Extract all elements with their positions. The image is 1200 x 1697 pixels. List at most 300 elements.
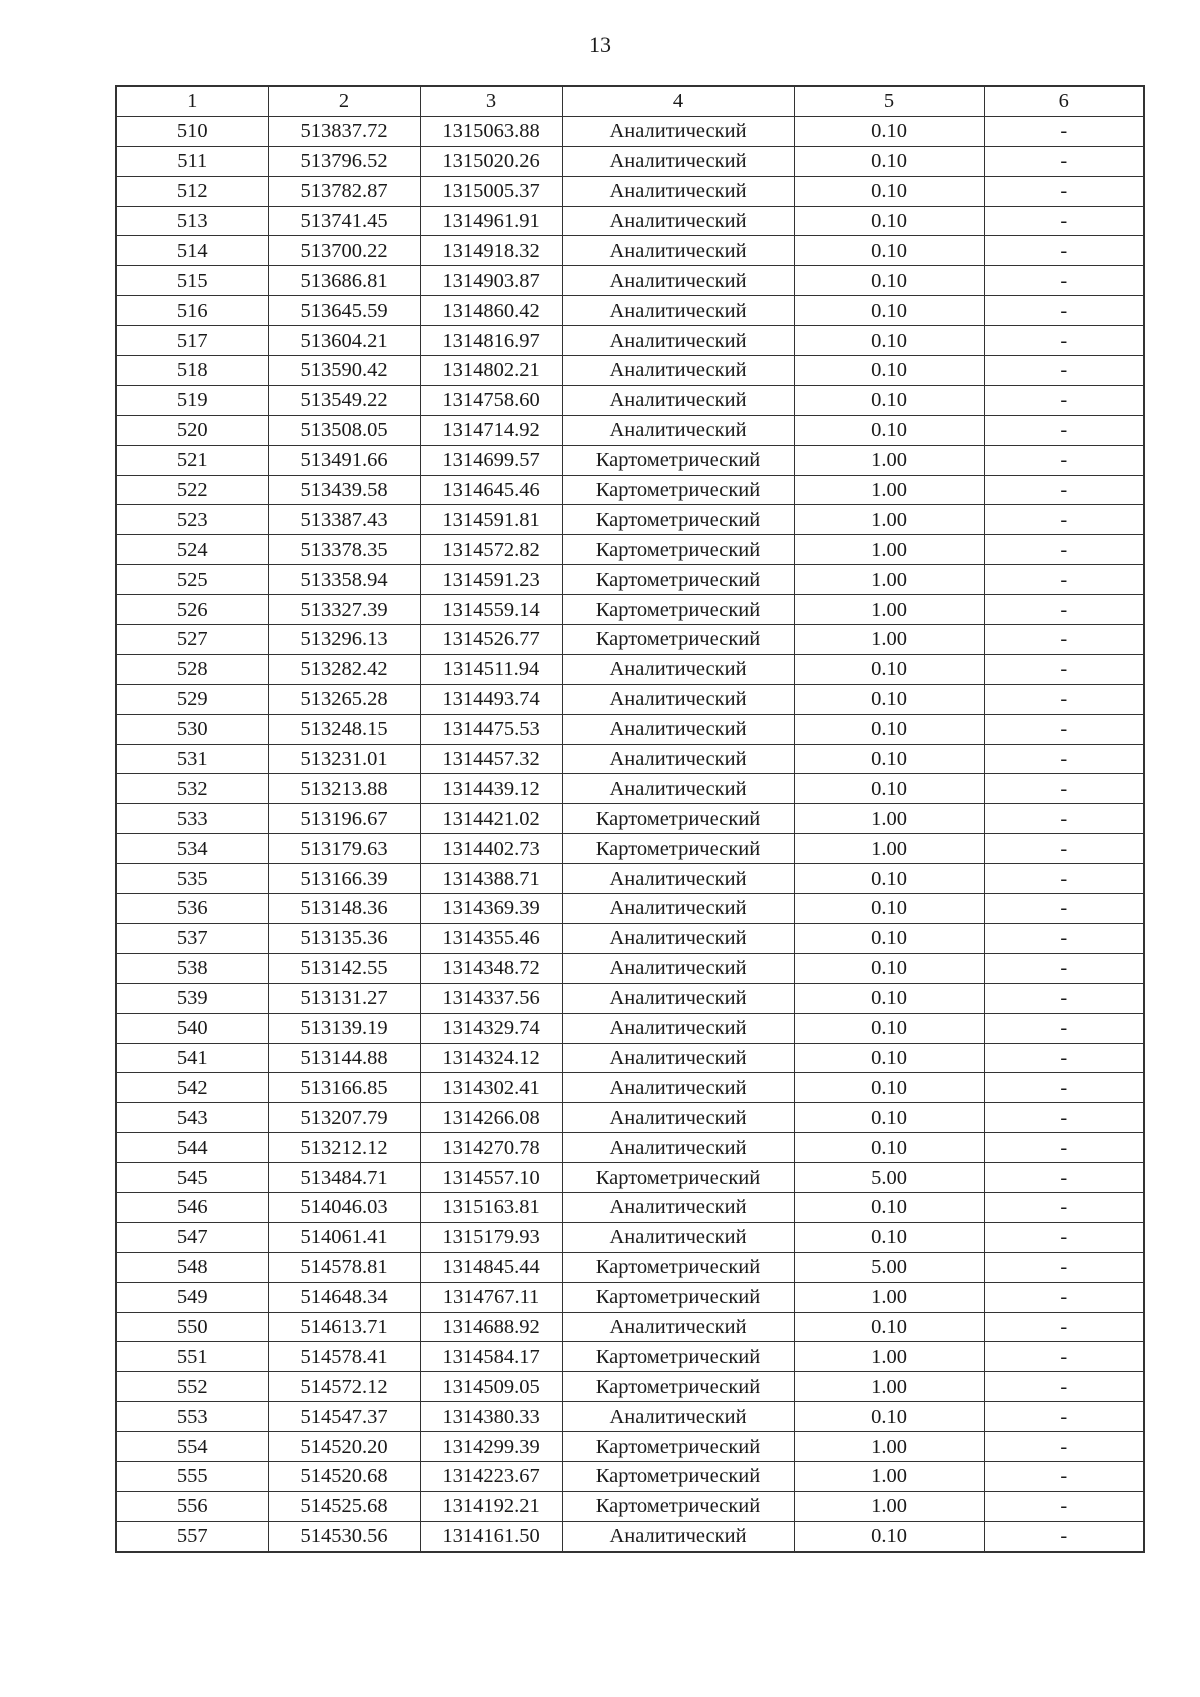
accuracy-cell: 1.00 xyxy=(794,1342,984,1372)
accuracy-cell: 0.10 xyxy=(794,714,984,744)
point-number-cell: 531 xyxy=(116,744,268,774)
y-coordinate-cell: 1314161.50 xyxy=(420,1521,562,1551)
note-cell: - xyxy=(984,296,1144,326)
column-header-4: 4 xyxy=(562,86,794,116)
note-cell: - xyxy=(984,983,1144,1013)
method-cell: Аналитический xyxy=(562,356,794,386)
x-coordinate-cell: 513686.81 xyxy=(268,266,420,296)
point-number-cell: 539 xyxy=(116,983,268,1013)
point-number-cell: 528 xyxy=(116,654,268,684)
table-row xyxy=(116,1372,1144,1402)
note-cell: - xyxy=(984,834,1144,864)
point-number-cell: 526 xyxy=(116,595,268,625)
point-number-cell: 540 xyxy=(116,1013,268,1043)
x-coordinate-cell: 514578.81 xyxy=(268,1252,420,1282)
accuracy-cell: 1.00 xyxy=(794,1432,984,1462)
method-cell: Аналитический xyxy=(562,385,794,415)
method-cell: Аналитический xyxy=(562,1073,794,1103)
accuracy-cell: 0.10 xyxy=(794,654,984,684)
method-cell: Картометрический xyxy=(562,1252,794,1282)
x-coordinate-cell: 513645.59 xyxy=(268,296,420,326)
x-coordinate-cell: 513248.15 xyxy=(268,714,420,744)
table-row xyxy=(116,684,1144,714)
method-cell: Картометрический xyxy=(562,1432,794,1462)
note-cell: - xyxy=(984,804,1144,834)
point-number-cell: 522 xyxy=(116,475,268,505)
note-cell: - xyxy=(984,1163,1144,1193)
accuracy-cell: 0.10 xyxy=(794,415,984,445)
accuracy-cell: 1.00 xyxy=(794,804,984,834)
y-coordinate-cell: 1315179.93 xyxy=(420,1222,562,1252)
point-number-cell: 518 xyxy=(116,356,268,386)
note-cell: - xyxy=(984,206,1144,236)
y-coordinate-cell: 1314584.17 xyxy=(420,1342,562,1372)
x-coordinate-cell: 513549.22 xyxy=(268,385,420,415)
x-coordinate-cell: 513142.55 xyxy=(268,953,420,983)
table-row xyxy=(116,1163,1144,1193)
method-cell: Аналитический xyxy=(562,326,794,356)
point-number-cell: 514 xyxy=(116,236,268,266)
x-coordinate-cell: 513148.36 xyxy=(268,894,420,924)
table-row xyxy=(116,385,1144,415)
accuracy-cell: 5.00 xyxy=(794,1163,984,1193)
accuracy-cell: 0.10 xyxy=(794,146,984,176)
accuracy-cell: 0.10 xyxy=(794,923,984,953)
x-coordinate-cell: 513213.88 xyxy=(268,774,420,804)
accuracy-cell: 1.00 xyxy=(794,625,984,655)
y-coordinate-cell: 1314758.60 xyxy=(420,385,562,415)
accuracy-cell: 0.10 xyxy=(794,684,984,714)
x-coordinate-cell: 513231.01 xyxy=(268,744,420,774)
method-cell: Аналитический xyxy=(562,1192,794,1222)
x-coordinate-cell: 514046.03 xyxy=(268,1192,420,1222)
y-coordinate-cell: 1315005.37 xyxy=(420,176,562,206)
column-header-5: 5 xyxy=(794,86,984,116)
y-coordinate-cell: 1314493.74 xyxy=(420,684,562,714)
page-number: 13 xyxy=(589,32,611,57)
method-cell: Аналитический xyxy=(562,116,794,146)
note-cell: - xyxy=(984,266,1144,296)
method-cell: Аналитический xyxy=(562,1521,794,1551)
method-cell: Аналитический xyxy=(562,1133,794,1163)
note-cell: - xyxy=(984,415,1144,445)
table-row xyxy=(116,864,1144,894)
point-number-cell: 548 xyxy=(116,1252,268,1282)
x-coordinate-cell: 513782.87 xyxy=(268,176,420,206)
point-number-cell: 538 xyxy=(116,953,268,983)
method-cell: Картометрический xyxy=(562,1491,794,1521)
y-coordinate-cell: 1314511.94 xyxy=(420,654,562,684)
method-cell: Картометрический xyxy=(562,804,794,834)
accuracy-cell: 0.10 xyxy=(794,1521,984,1551)
y-coordinate-cell: 1315163.81 xyxy=(420,1192,562,1222)
note-cell: - xyxy=(984,505,1144,535)
x-coordinate-cell: 513604.21 xyxy=(268,326,420,356)
accuracy-cell: 1.00 xyxy=(794,535,984,565)
accuracy-cell: 0.10 xyxy=(794,266,984,296)
y-coordinate-cell: 1314961.91 xyxy=(420,206,562,236)
y-coordinate-cell: 1314845.44 xyxy=(420,1252,562,1282)
note-cell: - xyxy=(984,654,1144,684)
method-cell: Картометрический xyxy=(562,1282,794,1312)
note-cell: - xyxy=(984,595,1144,625)
y-coordinate-cell: 1314860.42 xyxy=(420,296,562,326)
accuracy-cell: 5.00 xyxy=(794,1252,984,1282)
y-coordinate-cell: 1315020.26 xyxy=(420,146,562,176)
note-cell: - xyxy=(984,475,1144,505)
x-coordinate-cell: 513796.52 xyxy=(268,146,420,176)
table-row xyxy=(116,356,1144,386)
note-cell: - xyxy=(984,744,1144,774)
note-cell: - xyxy=(984,684,1144,714)
point-number-cell: 556 xyxy=(116,1491,268,1521)
y-coordinate-cell: 1314918.32 xyxy=(420,236,562,266)
table-row xyxy=(116,236,1144,266)
point-number-cell: 544 xyxy=(116,1133,268,1163)
table-row xyxy=(116,1192,1144,1222)
method-cell: Аналитический xyxy=(562,1222,794,1252)
point-number-cell: 533 xyxy=(116,804,268,834)
accuracy-cell: 1.00 xyxy=(794,1491,984,1521)
table-row xyxy=(116,296,1144,326)
x-coordinate-cell: 513207.79 xyxy=(268,1103,420,1133)
method-cell: Аналитический xyxy=(562,236,794,266)
y-coordinate-cell: 1314767.11 xyxy=(420,1282,562,1312)
x-coordinate-cell: 514525.68 xyxy=(268,1491,420,1521)
table-row xyxy=(116,1461,1144,1491)
point-number-cell: 543 xyxy=(116,1103,268,1133)
accuracy-cell: 1.00 xyxy=(794,475,984,505)
table-row xyxy=(116,595,1144,625)
note-cell: - xyxy=(984,1432,1144,1462)
y-coordinate-cell: 1314557.10 xyxy=(420,1163,562,1193)
y-coordinate-cell: 1314337.56 xyxy=(420,983,562,1013)
y-coordinate-cell: 1315063.88 xyxy=(420,116,562,146)
table-row xyxy=(116,505,1144,535)
y-coordinate-cell: 1314714.92 xyxy=(420,415,562,445)
accuracy-cell: 0.10 xyxy=(794,1103,984,1133)
method-cell: Аналитический xyxy=(562,714,794,744)
note-cell: - xyxy=(984,445,1144,475)
y-coordinate-cell: 1314270.78 xyxy=(420,1133,562,1163)
method-cell: Аналитический xyxy=(562,894,794,924)
method-cell: Аналитический xyxy=(562,206,794,236)
x-coordinate-cell: 513282.42 xyxy=(268,654,420,684)
y-coordinate-cell: 1314509.05 xyxy=(420,1372,562,1402)
point-number-cell: 523 xyxy=(116,505,268,535)
x-coordinate-cell: 513144.88 xyxy=(268,1043,420,1073)
y-coordinate-cell: 1314802.21 xyxy=(420,356,562,386)
method-cell: Картометрический xyxy=(562,535,794,565)
x-coordinate-cell: 513700.22 xyxy=(268,236,420,266)
note-cell: - xyxy=(984,535,1144,565)
table-row xyxy=(116,1252,1144,1282)
x-coordinate-cell: 513508.05 xyxy=(268,415,420,445)
point-number-cell: 549 xyxy=(116,1282,268,1312)
y-coordinate-cell: 1314380.33 xyxy=(420,1402,562,1432)
x-coordinate-cell: 513378.35 xyxy=(268,535,420,565)
accuracy-cell: 0.10 xyxy=(794,296,984,326)
point-number-cell: 524 xyxy=(116,535,268,565)
note-cell: - xyxy=(984,923,1144,953)
note-cell: - xyxy=(984,1073,1144,1103)
y-coordinate-cell: 1314688.92 xyxy=(420,1312,562,1342)
note-cell: - xyxy=(984,953,1144,983)
accuracy-cell: 1.00 xyxy=(794,595,984,625)
point-number-cell: 542 xyxy=(116,1073,268,1103)
accuracy-cell: 0.10 xyxy=(794,385,984,415)
note-cell: - xyxy=(984,864,1144,894)
point-number-cell: 537 xyxy=(116,923,268,953)
point-number-cell: 515 xyxy=(116,266,268,296)
table-row xyxy=(116,1521,1144,1551)
point-number-cell: 552 xyxy=(116,1372,268,1402)
point-number-cell: 535 xyxy=(116,864,268,894)
y-coordinate-cell: 1314699.57 xyxy=(420,445,562,475)
table-row xyxy=(116,625,1144,655)
point-number-cell: 555 xyxy=(116,1461,268,1491)
point-number-cell: 529 xyxy=(116,684,268,714)
table-row xyxy=(116,1402,1144,1432)
table-row xyxy=(116,1103,1144,1133)
point-number-cell: 527 xyxy=(116,625,268,655)
y-coordinate-cell: 1314355.46 xyxy=(420,923,562,953)
table-row xyxy=(116,176,1144,206)
x-coordinate-cell: 514648.34 xyxy=(268,1282,420,1312)
accuracy-cell: 0.10 xyxy=(794,894,984,924)
table-row xyxy=(116,266,1144,296)
table-row xyxy=(116,1073,1144,1103)
table-row xyxy=(116,1222,1144,1252)
table-row xyxy=(116,1312,1144,1342)
accuracy-cell: 0.10 xyxy=(794,326,984,356)
column-header-1: 1 xyxy=(116,86,268,116)
point-number-cell: 517 xyxy=(116,326,268,356)
note-cell: - xyxy=(984,625,1144,655)
note-cell: - xyxy=(984,1133,1144,1163)
method-cell: Аналитический xyxy=(562,1402,794,1432)
x-coordinate-cell: 513296.13 xyxy=(268,625,420,655)
x-coordinate-cell: 513741.45 xyxy=(268,206,420,236)
y-coordinate-cell: 1314324.12 xyxy=(420,1043,562,1073)
point-number-cell: 545 xyxy=(116,1163,268,1193)
y-coordinate-cell: 1314402.73 xyxy=(420,834,562,864)
x-coordinate-cell: 513166.85 xyxy=(268,1073,420,1103)
y-coordinate-cell: 1314816.97 xyxy=(420,326,562,356)
point-number-cell: 551 xyxy=(116,1342,268,1372)
note-cell: - xyxy=(984,1222,1144,1252)
table-row xyxy=(116,1432,1144,1462)
y-coordinate-cell: 1314903.87 xyxy=(420,266,562,296)
table-header xyxy=(116,86,1144,116)
y-coordinate-cell: 1314439.12 xyxy=(420,774,562,804)
y-coordinate-cell: 1314591.81 xyxy=(420,505,562,535)
y-coordinate-cell: 1314388.71 xyxy=(420,864,562,894)
accuracy-cell: 0.10 xyxy=(794,206,984,236)
table-row xyxy=(116,445,1144,475)
table-row xyxy=(116,1342,1144,1372)
note-cell: - xyxy=(984,1043,1144,1073)
note-cell: - xyxy=(984,1103,1144,1133)
x-coordinate-cell: 513179.63 xyxy=(268,834,420,864)
x-coordinate-cell: 513327.39 xyxy=(268,595,420,625)
method-cell: Аналитический xyxy=(562,953,794,983)
point-number-cell: 513 xyxy=(116,206,268,236)
point-number-cell: 546 xyxy=(116,1192,268,1222)
note-cell: - xyxy=(984,1372,1144,1402)
y-coordinate-cell: 1314369.39 xyxy=(420,894,562,924)
note-cell: - xyxy=(984,176,1144,206)
note-cell: - xyxy=(984,894,1144,924)
note-cell: - xyxy=(984,1342,1144,1372)
note-cell: - xyxy=(984,356,1144,386)
accuracy-cell: 0.10 xyxy=(794,1133,984,1163)
method-cell: Картометрический xyxy=(562,595,794,625)
table-row xyxy=(116,983,1144,1013)
x-coordinate-cell: 513358.94 xyxy=(268,565,420,595)
x-coordinate-cell: 513491.66 xyxy=(268,445,420,475)
x-coordinate-cell: 514613.71 xyxy=(268,1312,420,1342)
point-number-cell: 532 xyxy=(116,774,268,804)
method-cell: Аналитический xyxy=(562,923,794,953)
note-cell: - xyxy=(984,236,1144,266)
note-cell: - xyxy=(984,326,1144,356)
table-row xyxy=(116,953,1144,983)
x-coordinate-cell: 513484.71 xyxy=(268,1163,420,1193)
note-cell: - xyxy=(984,385,1144,415)
accuracy-cell: 0.10 xyxy=(794,774,984,804)
x-coordinate-cell: 514061.41 xyxy=(268,1222,420,1252)
note-cell: - xyxy=(984,1402,1144,1432)
accuracy-cell: 0.10 xyxy=(794,1192,984,1222)
point-number-cell: 541 xyxy=(116,1043,268,1073)
method-cell: Картометрический xyxy=(562,1461,794,1491)
table-row xyxy=(116,744,1144,774)
y-coordinate-cell: 1314299.39 xyxy=(420,1432,562,1462)
x-coordinate-cell: 514530.56 xyxy=(268,1521,420,1551)
accuracy-cell: 1.00 xyxy=(794,565,984,595)
x-coordinate-cell: 513166.39 xyxy=(268,864,420,894)
note-cell: - xyxy=(984,1282,1144,1312)
method-cell: Аналитический xyxy=(562,684,794,714)
point-number-cell: 536 xyxy=(116,894,268,924)
note-cell: - xyxy=(984,774,1144,804)
accuracy-cell: 0.10 xyxy=(794,1312,984,1342)
accuracy-cell: 0.10 xyxy=(794,744,984,774)
table-row xyxy=(116,146,1144,176)
accuracy-cell: 1.00 xyxy=(794,1461,984,1491)
table-row xyxy=(116,654,1144,684)
point-number-cell: 516 xyxy=(116,296,268,326)
point-number-cell: 530 xyxy=(116,714,268,744)
note-cell: - xyxy=(984,116,1144,146)
column-header-6: 6 xyxy=(984,86,1144,116)
method-cell: Аналитический xyxy=(562,1013,794,1043)
coordinates-table xyxy=(115,85,1145,1553)
table-row xyxy=(116,565,1144,595)
table-row xyxy=(116,535,1144,565)
method-cell: Аналитический xyxy=(562,774,794,804)
table-row xyxy=(116,714,1144,744)
y-coordinate-cell: 1314559.14 xyxy=(420,595,562,625)
table-row xyxy=(116,1043,1144,1073)
method-cell: Аналитический xyxy=(562,296,794,326)
method-cell: Картометрический xyxy=(562,475,794,505)
point-number-cell: 534 xyxy=(116,834,268,864)
method-cell: Аналитический xyxy=(562,266,794,296)
column-header-3: 3 xyxy=(420,86,562,116)
x-coordinate-cell: 514572.12 xyxy=(268,1372,420,1402)
table-row xyxy=(116,774,1144,804)
point-number-cell: 510 xyxy=(116,116,268,146)
accuracy-cell: 0.10 xyxy=(794,236,984,266)
method-cell: Картометрический xyxy=(562,445,794,475)
method-cell: Картометрический xyxy=(562,1342,794,1372)
column-header-2: 2 xyxy=(268,86,420,116)
accuracy-cell: 0.10 xyxy=(794,1013,984,1043)
accuracy-cell: 0.10 xyxy=(794,1043,984,1073)
method-cell: Аналитический xyxy=(562,744,794,774)
table-row xyxy=(116,1282,1144,1312)
accuracy-cell: 0.10 xyxy=(794,983,984,1013)
accuracy-cell: 0.10 xyxy=(794,116,984,146)
x-coordinate-cell: 514578.41 xyxy=(268,1342,420,1372)
table-row xyxy=(116,804,1144,834)
table-row xyxy=(116,475,1144,505)
point-number-cell: 547 xyxy=(116,1222,268,1252)
accuracy-cell: 0.10 xyxy=(794,953,984,983)
point-number-cell: 554 xyxy=(116,1432,268,1462)
accuracy-cell: 0.10 xyxy=(794,356,984,386)
x-coordinate-cell: 513212.12 xyxy=(268,1133,420,1163)
note-cell: - xyxy=(984,1521,1144,1551)
y-coordinate-cell: 1314526.77 xyxy=(420,625,562,655)
y-coordinate-cell: 1314645.46 xyxy=(420,475,562,505)
table-row xyxy=(116,415,1144,445)
y-coordinate-cell: 1314421.02 xyxy=(420,804,562,834)
method-cell: Картометрический xyxy=(562,505,794,535)
x-coordinate-cell: 514520.20 xyxy=(268,1432,420,1462)
method-cell: Картометрический xyxy=(562,565,794,595)
y-coordinate-cell: 1314329.74 xyxy=(420,1013,562,1043)
point-number-cell: 512 xyxy=(116,176,268,206)
accuracy-cell: 0.10 xyxy=(794,176,984,206)
method-cell: Аналитический xyxy=(562,1103,794,1133)
method-cell: Картометрический xyxy=(562,1163,794,1193)
method-cell: Аналитический xyxy=(562,983,794,1013)
accuracy-cell: 0.10 xyxy=(794,864,984,894)
header-row xyxy=(116,86,1144,116)
table-row xyxy=(116,923,1144,953)
accuracy-cell: 0.10 xyxy=(794,1402,984,1432)
y-coordinate-cell: 1314348.72 xyxy=(420,953,562,983)
table-row xyxy=(116,1491,1144,1521)
point-number-cell: 553 xyxy=(116,1402,268,1432)
table-row xyxy=(116,834,1144,864)
table-row xyxy=(116,116,1144,146)
point-number-cell: 511 xyxy=(116,146,268,176)
x-coordinate-cell: 513439.58 xyxy=(268,475,420,505)
method-cell: Аналитический xyxy=(562,1043,794,1073)
x-coordinate-cell: 513590.42 xyxy=(268,356,420,386)
table-body xyxy=(116,116,1144,1551)
accuracy-cell: 1.00 xyxy=(794,834,984,864)
method-cell: Картометрический xyxy=(562,1372,794,1402)
method-cell: Аналитический xyxy=(562,146,794,176)
x-coordinate-cell: 513265.28 xyxy=(268,684,420,714)
method-cell: Аналитический xyxy=(562,654,794,684)
accuracy-cell: 1.00 xyxy=(794,505,984,535)
